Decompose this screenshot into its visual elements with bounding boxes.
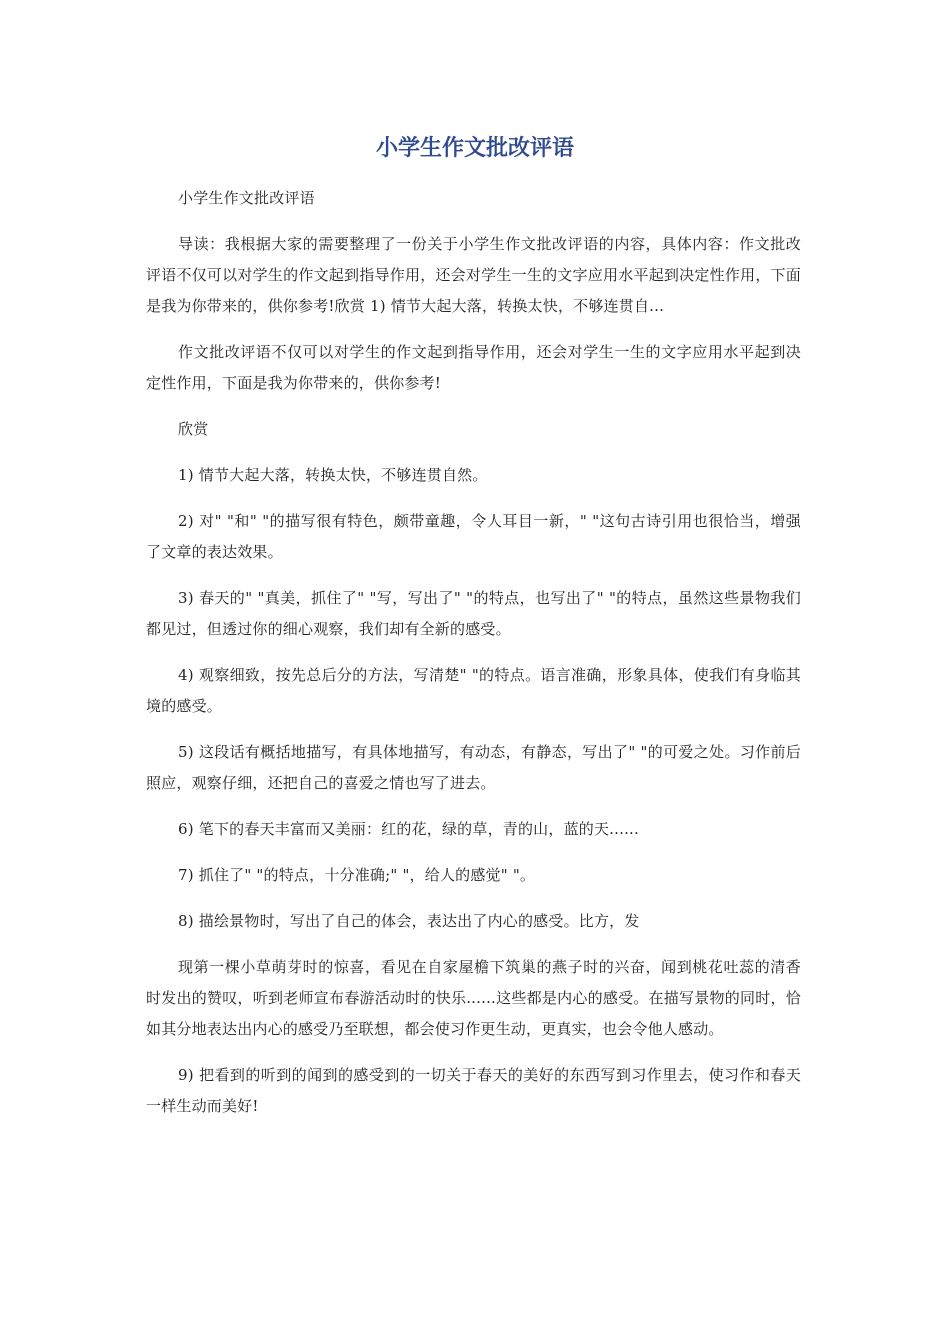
comment-item-1: 1) 情节大起大落，转换太快，不够连贯自然。 — [178, 466, 488, 484]
section-heading-appreciation: 欣赏 — [178, 420, 209, 438]
comment-item-6: 6) 笔下的春天丰富而又美丽：红的花，绿的草，青的山，蓝的天...... — [178, 820, 639, 838]
comment-item-5: 5) 这段话有概括地描写，有具体地描写，有动态，有静态，写出了" "的可爱之处。习作前后照应，观察仔细，还把自己的喜爱之情也写了进去。 — [146, 743, 801, 792]
paragraph-intro: 导读：我根据大家的需要整理了一份关于小学生作文批改评语的内容，具体内容：作文批改评语不仅可以对学生的作文起到指导作用，还会对学生一生的文字应用水平起到决定性作用，下面是我为你带来的，供你参考!欣赏 1) 情节大起大落，转换太快，不够连贯自... — [146, 235, 801, 315]
document-title: 小学生作文批改评语 — [375, 136, 574, 161]
comment-item-8-continued: 现第一棵小草萌芽时的惊喜，看见在自家屋檐下筑巢的燕子时的兴奋，闻到桃花吐蕊的清香时发出的赞叹，听到老师宣布春游活动时的快乐......这些都是内心的感受。在描写景物的同时，恰如其分地表达出内心的感受乃至联想，都会使习作更生动，更真实，也会令他人感动。 — [146, 958, 801, 1038]
comment-item-7: 7) 抓住了" "的特点，十分准确;" "，给人的感觉" "。 — [178, 866, 536, 884]
comment-item-3: 3) 春天的" "真美，抓住了" "写，写出了" "的特点，也写出了" "的特点，虽然这些景物我们都见过，但透过你的细心观察，我们却有全新的感受。 — [146, 589, 801, 638]
comment-item-9: 9) 把看到的听到的闻到的感受到的一切关于春天的美好的东西写到习作里去，使习作和春天一样生动而美好! — [146, 1066, 801, 1115]
paragraph-subtitle: 小学生作文批改评语 — [178, 189, 315, 207]
comment-item-2: 2) 对" "和" "的描写很有特色，颇带童趣，令人耳目一新，" "这句古诗引用也很恰当，增强了文章的表达效果。 — [146, 512, 801, 561]
paragraph-summary: 作文批改评语不仅可以对学生的作文起到指导作用，还会对学生一生的文字应用水平起到决定性作用，下面是我为你带来的，供你参考! — [146, 343, 801, 392]
document-body — [146, 183, 801, 1137]
comment-item-4: 4) 观察细致，按先总后分的方法，写清楚" "的特点。语言准确，形象具体，使我们有身临其境的感受。 — [146, 666, 801, 715]
comment-item-8: 8) 描绘景物时，写出了自己的体会，表达出了内心的感受。比方，发 — [178, 912, 640, 930]
